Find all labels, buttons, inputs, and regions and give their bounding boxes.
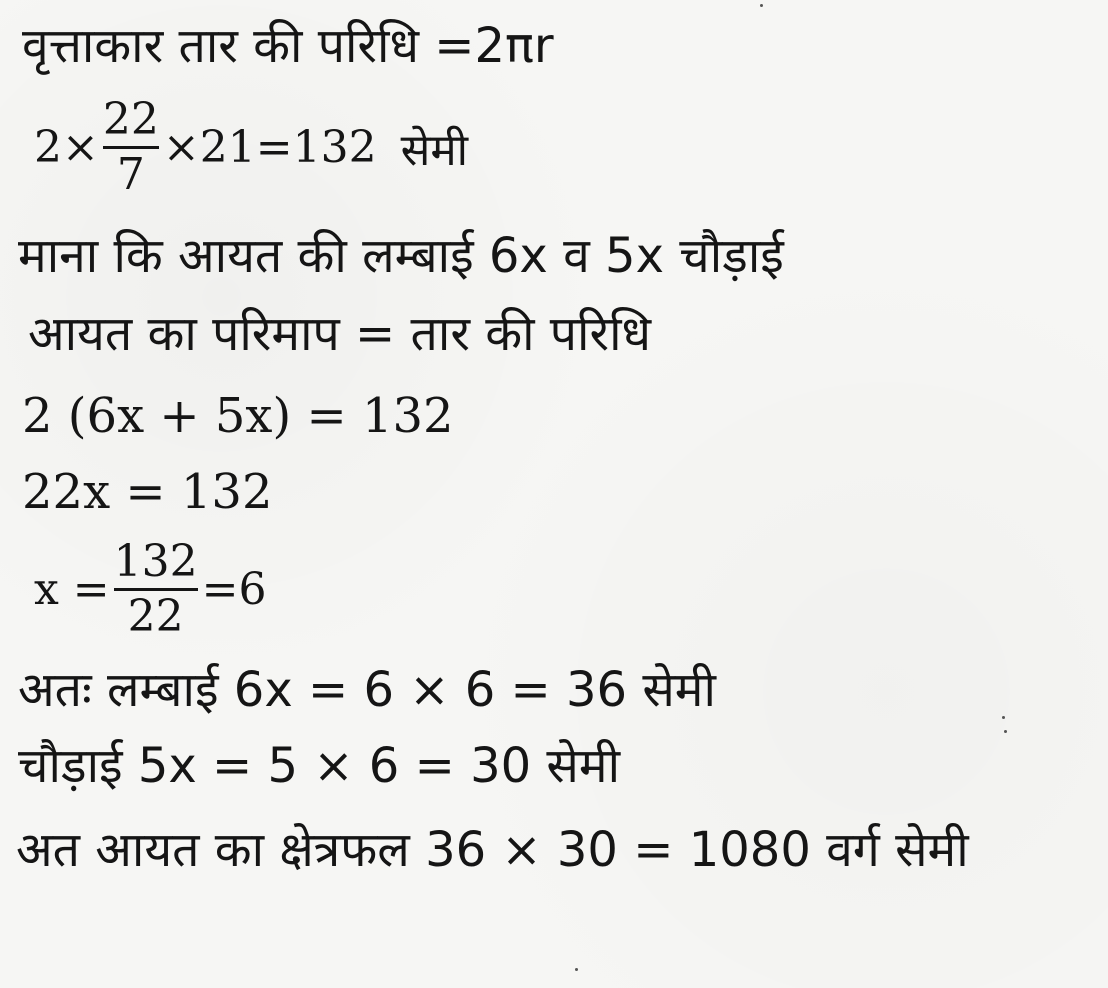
paper-speck	[575, 968, 578, 971]
x-equals-text: x =	[34, 564, 110, 615]
line-solve-x	[34, 536, 267, 642]
line-circumference-formula: वृत्ताकार तार की परिधि =2πr	[22, 18, 554, 74]
paper-speck	[1002, 716, 1005, 719]
calculation-result: ×21=132	[162, 122, 377, 173]
line-perimeter-equals-circumference: आयत का परिमाप = तार की परिधि	[28, 306, 652, 362]
line-length-result: अतः लम्बाई 6x = 6 × 6 = 36 सेमी	[18, 662, 716, 718]
fraction-22-over-7	[102, 94, 159, 200]
x-result: =6	[201, 564, 267, 615]
fraction-132-over-22	[113, 536, 198, 642]
line-simplified-equation: 22x = 132	[22, 464, 273, 520]
line-equation-perimeter: 2 (6x + 5x) = 132	[22, 388, 454, 444]
fraction-denominator: 7	[116, 149, 145, 200]
fraction-numerator: 132	[113, 536, 198, 587]
paper-speck	[760, 4, 763, 7]
line-breadth-result: चौड़ाई 5x = 5 × 6 = 30 सेमी	[18, 738, 620, 794]
fraction-denominator: 22	[127, 591, 184, 642]
multiplier-text: 2×	[34, 122, 99, 173]
line-length-breadth-assumption: माना कि आयत की लम्बाई 6x व 5x चौड़ाई	[18, 228, 784, 284]
paper-speck	[1004, 730, 1007, 733]
line-circumference-calculation	[34, 94, 469, 200]
unit-text: सेमी	[400, 124, 469, 176]
line-area-result: अत आयत का क्षेत्रफल 36 × 30 = 1080 वर्ग सेमी	[16, 822, 969, 878]
fraction-numerator: 22	[102, 94, 159, 145]
